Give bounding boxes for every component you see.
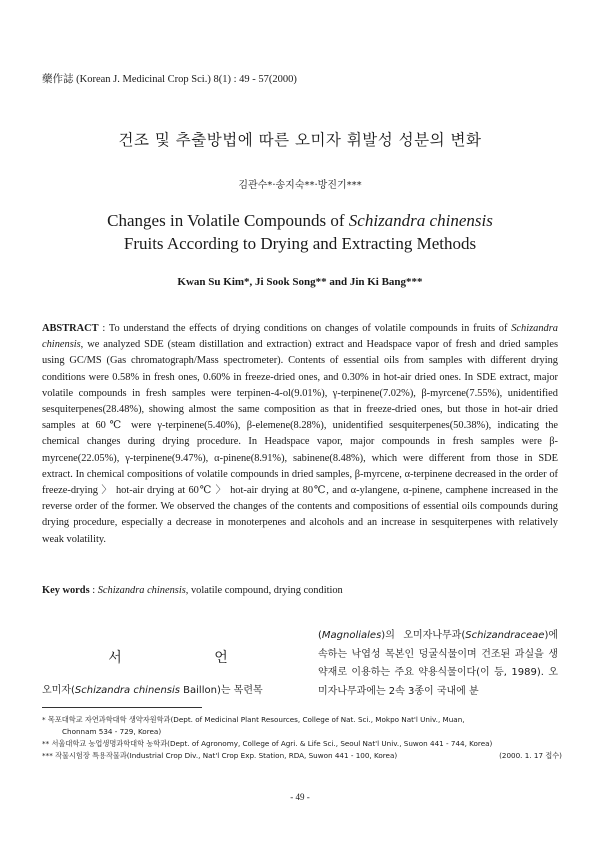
- footnote-mark: *: [42, 715, 46, 724]
- intro-right-part-3: )에 속하는 낙엽성 목본인 덩굴식물이며 건조된 과실을 생약재로 이용하는 주요 약용식물이다(이 등, 1989). 오미자나무과에는 2속 3종이 국내에 분: [318, 630, 558, 697]
- intro-left-species: Schizandra chinensis: [74, 685, 180, 696]
- title-english-prefix: Changes in Volatile Compounds of: [107, 211, 349, 230]
- footnote-3: [42, 750, 562, 762]
- intro-right-part-2: )의 오미자나무과(: [381, 630, 466, 641]
- keywords: [42, 585, 343, 596]
- intro-right-part-1: (: [318, 630, 322, 641]
- footnote-1-cont: Chonnam 534 - 729, Korea): [62, 727, 162, 736]
- abstract: [42, 321, 558, 548]
- intro-left-text: [42, 681, 294, 696]
- intro-right-order: Magnoliales: [321, 630, 382, 641]
- intro-right-column: [318, 627, 558, 701]
- footnote-1: [42, 714, 562, 726]
- footnote-text: 작물시험장 특용작물과(Industrial Crop Div., Nat'l Crop Exp. Station, RDA, Suwon 441 - 100, Korea): [55, 751, 398, 760]
- abstract-text-1: : To understand the effects of drying conditions on changes of volatile compounds in fruits of: [98, 323, 512, 334]
- footnote-mark: ***: [42, 751, 53, 760]
- intro-left-prefix: 오미자(: [42, 685, 75, 696]
- section-heading: 서 언: [108, 650, 272, 666]
- abstract-text-2: , we analyzed SDE (steam distillation and extraction) extract and Headspace vapor of fresh and dried samples using GC/MS (Gas chromatograph/Mass spectrometer). Contents of essential oils from samples with different drying conditions were 0.58% in fresh ones, 0.60% in freeze-dried ones, and 0.30% in hot-air dried ones. In SDE extract, major volatile compounds in fresh samples were terpinen-4-ol(9.01%), γ-terpinene(7.02%), β-myrcene(7.55%), unidentified sesquiterpenes(28.48%), showing almost the same composition as that in freeze-dried ones, but those in hot-air dried samples at 60℃ were γ-terpinene(5.40%), β-elemene(8.28%), unidentified sesquiterpenes(50.38%), indicating the chemical changes during drying procedure. In Headspace vapor, major compounds in fresh samples were β-myrcene(22.05%), γ-terpinene(9.47%), α-pinene(8.91%), sabinene(8.48%), which were different from those in SDE extract. In chemical compositions of volatile compounds in dried samples, β-myrcene, α-terpinene decreased in the order of freeze-drying 〉 hot-air drying at 60℃ 〉 hot-air drying at 80℃, and α-ylangene, α-pinene, camphene increased in the reverse order of the former. We observed the changes of the contents and compositions of essential oils compounds during drying procedure, especially a decrease in monoterpenes and alcohols and an increase in sesquiterpenes with relatively weak volatility.: [42, 339, 558, 545]
- footnote-text: 서울대학교 농업생명과학대학 농학과(Dept. of Agronomy, College of Agri. & Life Sci., Seoul Nat'l Univ., Suwon 441 - 744, Korea): [51, 739, 493, 748]
- title-korean: 건조 및 추출방법에 따른 오미자 휘발성 성분의 변화: [118, 131, 482, 149]
- keywords-rest: , volatile compound, drying condition: [185, 585, 343, 596]
- title-english-line1: [0, 209, 600, 232]
- keywords-species: Schizandra chinensis: [97, 585, 186, 596]
- intro-left-suffix: Baillon)는 목련목: [179, 685, 263, 696]
- footnote-2: [42, 738, 562, 750]
- title-english-line2: Fruits According to Drying and Extracting Methods: [123, 234, 477, 253]
- keywords-label: Key words: [42, 585, 90, 596]
- footnote-rule: [42, 707, 202, 708]
- footnote-text: 목포대학교 자연과학대학 생약자원학과(Dept. of Medicinal Plant Resources, College of Nat. Sci., Mokpo Nat'l Univ., Muan,: [47, 715, 465, 724]
- abstract-label: ABSTRACT: [42, 323, 99, 334]
- keywords-sep: :: [89, 585, 98, 596]
- footnote-mark: **: [42, 739, 50, 748]
- title-english-species: Schizandra chinensis: [348, 211, 493, 230]
- footnotes: [42, 714, 562, 762]
- journal-header: 藥作誌 (Korean J. Medicinal Crop Sci.) 8(1) : 49 - 57(2000): [42, 74, 297, 85]
- intro-left-column: [42, 627, 294, 696]
- authors-english: Kwan Su Kim*, Ji Sook Song** and Jin Ki Bang***: [177, 276, 423, 288]
- page-number: - 49 -: [290, 792, 310, 802]
- title-english: [0, 209, 600, 255]
- authors-korean: 김관수*·송지숙**·방진기***: [238, 180, 362, 191]
- abstract-species: Schizandra chinensis: [42, 323, 558, 351]
- received-date: (2000. 1. 17 접수): [499, 751, 562, 760]
- intro-right-family: Schizandraceae: [465, 630, 545, 641]
